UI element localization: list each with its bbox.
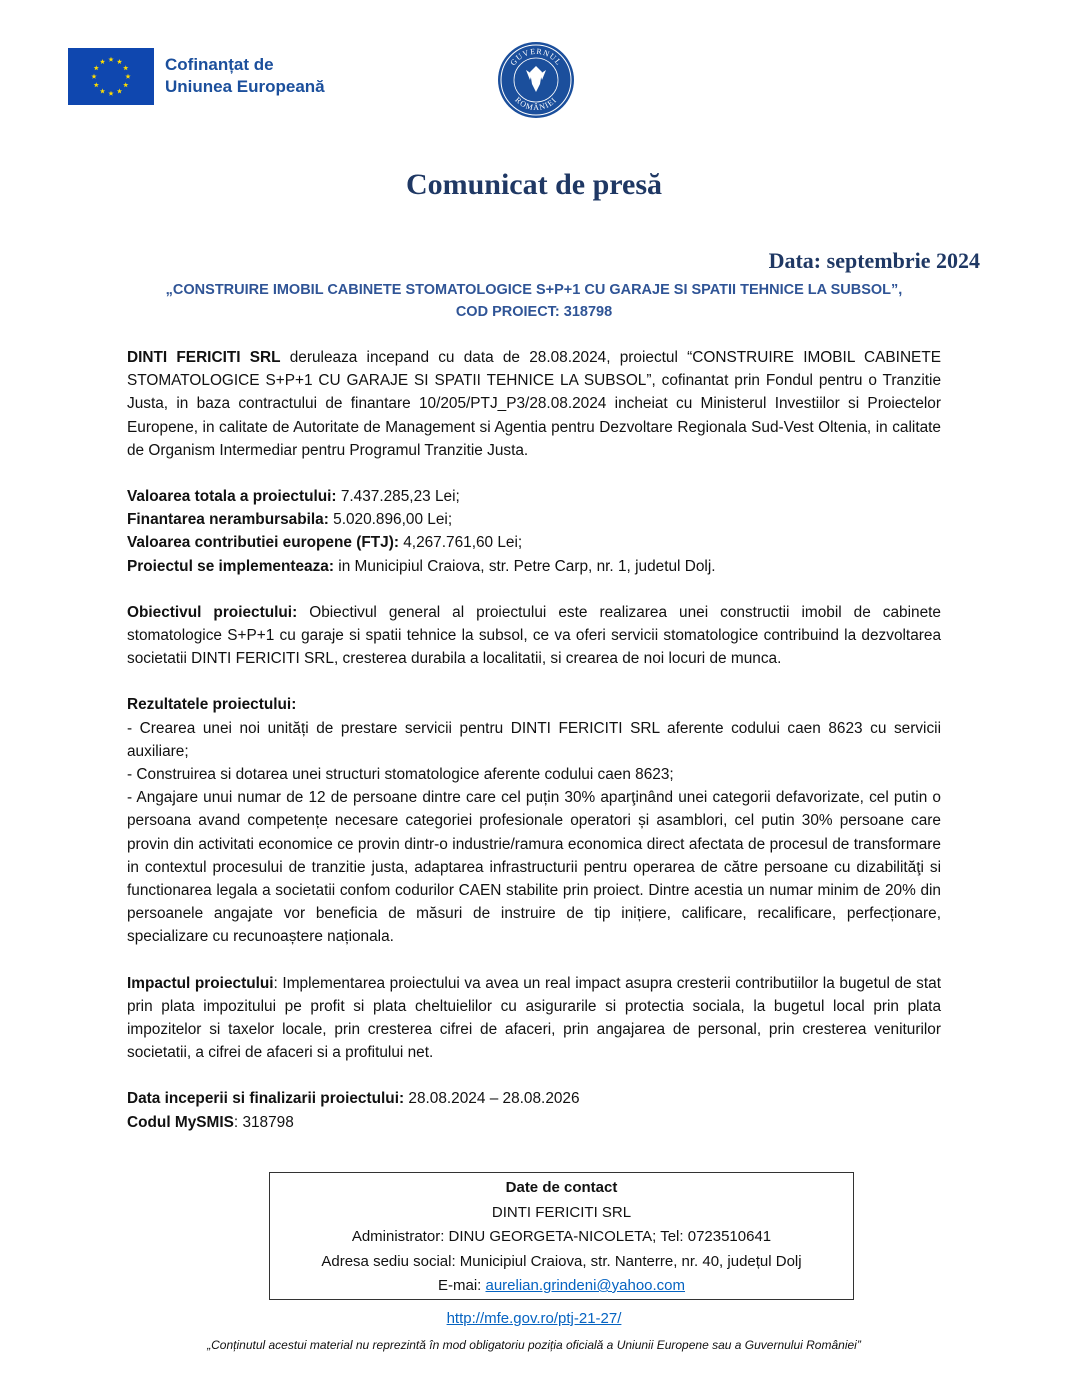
value-total-amount: 7.437.285,23 Lei;: [336, 488, 460, 506]
objective-paragraph: [127, 601, 941, 671]
value-grant-label: Finantarea nerambursabila:: [127, 511, 329, 529]
eu-star-icon: [94, 65, 99, 70]
eu-line1: Cofinanțat de: [165, 55, 274, 74]
project-dates-label: Data inceperii si finalizarii proiectului:: [127, 1090, 405, 1108]
objective-label: Obiectivul proiectului:: [127, 603, 298, 621]
project-heading-line2: COD PROIECT: 318798: [455, 304, 613, 320]
value-total: [127, 485, 941, 508]
eu-star-icon: [108, 57, 113, 62]
results-paragraph: [127, 693, 941, 948]
value-location-label: Proiectul se implementeaza:: [127, 557, 334, 575]
project-heading: [127, 279, 941, 323]
eu-star-icon: [94, 82, 99, 87]
contact-admin: Administrator: DINU GEORGETA-NICOLETA; Tel: 0723510641: [351, 1228, 772, 1245]
contact-email-line: [270, 1274, 853, 1299]
eu-star-icon: [91, 74, 96, 79]
document-body: [127, 346, 941, 1157]
footer-url-text[interactable]: http://mfe.gov.ro/ptj-21-27/: [446, 1310, 622, 1327]
objective-text: Obiectivul general al proiectului este realizarea unei constructii imobil de cabinete stomatologice S+P+1 cu garaje si spatii tehnice la subsol, ce va oferi servicii stomatologice contribuind la dezvoltarea societatii DINTI FERICITI SRL, cresterea durabila a localitatii, si crearea de noi locuri de munca.: [127, 603, 941, 668]
eu-star-icon: [100, 88, 105, 93]
results-label: Rezultatele proiectului:: [127, 696, 297, 714]
intro-text: deruleaza incepand cu data de 28.08.2024, proiectul “CONSTRUIRE IMOBIL CABINETE STOMATOLOGICE S+P+1 CU GARAJE SI SPATII TEHNICE LA SUBSOL”, cofinantat prin Fondul pentru o Tranzitie Justa, in baza contractului de finantare 10/205/PTJ_P3/28.08.2024 incheiat cu Ministerul Investiilor si Proiectelor Europene, in calitate de Autoritate de Management si Agentia pentru Dezvoltare Regionala Sud-Vest Oltenia, in calitate de Organism Intermediar pentru Programul Tranzitie Justa.: [127, 349, 941, 459]
contact-email-label: E-mai:: [437, 1277, 486, 1294]
project-heading-line1: „CONSTRUIRE IMOBIL CABINETE STOMATOLOGICE S+P+1 CU GARAJE SI SPATII TEHNICE LA SUBSOL”,: [165, 282, 903, 298]
mysmis-value: : 318798: [233, 1113, 294, 1131]
value-eu-label: Valoarea contributiei europene (FTJ):: [127, 534, 399, 552]
eu-star-icon: [117, 88, 122, 93]
eu-cofinancing-label: [165, 54, 325, 98]
result-item: - Crearea unei noi unități de prestare servicii pentru DINTI FERICITI SRL aferente codului caen 8623 cu servicii auxiliare;: [127, 719, 941, 760]
contact-address: Adresa sediu social: Municipiul Craiova, str. Nanterre, nr. 40, județul Dolj: [321, 1252, 802, 1270]
result-item: - Angajare unui numar de 12 de persoane dintre care cel puțin 30% aparţinând unei categorii defavorizate, cel putin o persoana avand competențe necesare categoriei profesionale operatori și asamblori, cel putin 30% persoane care provin din activitati economice ce provin dintr-o industrie/ramura economica direct afectata de procesul de transformare in contextul procesului de tranzitie justa, adaptarea infrastructurii pentru operarea de către persoane cu dizabilităţi si functionarea legala a societatii confom codurilor CAEN stabilite prin proiect. Dintre acestia un numar minim de 20% din persoanele angajate vor beneficia de măsuri de instruire de tip inițiere, calificare, recalificare, perfecționare, specializare cu recunoaștere naționala.: [127, 789, 941, 946]
value-location-text: in Municipiul Craiova, str. Petre Carp, nr. 1, judetul Dolj.: [334, 557, 716, 575]
contact-email-link[interactable]: aurelian.grindeni@yahoo.com: [485, 1277, 686, 1294]
company-name: DINTI FERICITI SRL: [127, 349, 281, 366]
value-total-label: Valoarea totala a proiectului:: [127, 488, 337, 506]
contact-heading: Date de contact: [505, 1179, 618, 1196]
impact-text: : Implementarea proiectului va avea un real impact asupra cresterii contributiilor la bugetul de stat prin plata impozitului pe profit si plata cheltuielilor cu asigurarile si protectia sociala, la bugetul local prin plata impozitelor si taxelor locale, prin cresterea cifrei de afaceri, prin angajarea de personal, prin cresterea veniturilor societatii, a cifrei de afaceri si a profitului net.: [127, 974, 941, 1062]
value-eu-amount: 4,267.761,60 Lei;: [398, 534, 523, 552]
dates-block: [127, 1087, 941, 1133]
value-grant: [127, 508, 941, 531]
page-title: Comunicat de presă: [405, 168, 663, 201]
intro-paragraph: [127, 346, 941, 462]
seal-top-text: GUVERNUL: [508, 46, 564, 68]
mysmis-code: [127, 1111, 941, 1134]
value-grant-amount: 5.020.896,00 Lei;: [328, 511, 453, 529]
press-date: Data: septembrie 2024: [768, 248, 980, 273]
eu-star-icon: [123, 82, 128, 87]
eu-star-icon: [100, 59, 105, 64]
eu-star-icon: [123, 65, 128, 70]
eu-star-icon: [108, 91, 113, 96]
values-block: [127, 485, 941, 578]
value-eu: [127, 531, 941, 554]
result-item: - Construirea si dotarea unei structuri stomatologice aferente codului caen 8623;: [127, 766, 674, 784]
mysmis-label: Codul MySMIS: [127, 1113, 234, 1131]
seal-bottom-text: ROMÂNIEI: [513, 95, 559, 113]
eu-star-icon: [117, 59, 122, 64]
eu-flag-icon: [68, 48, 154, 105]
government-seal-icon: [496, 40, 576, 120]
contact-box: [269, 1172, 854, 1300]
value-location: [127, 555, 941, 578]
contact-company: DINTI FERICITI SRL: [491, 1203, 632, 1221]
footer-url-link[interactable]: [0, 1310, 1068, 1327]
impact-label: Impactul proiectului: [127, 974, 274, 992]
impact-paragraph: [127, 972, 941, 1065]
eu-star-icon: [125, 74, 130, 79]
project-dates: [127, 1087, 941, 1110]
eu-line2: Uniunea Europeană: [165, 77, 325, 96]
footer-disclaimer: „Conținutul acestui material nu reprezintă în mod obligatoriu poziția oficială a Uniunii Europene sau a Guvernului României”: [207, 1338, 861, 1352]
project-dates-value: 28.08.2024 – 28.08.2026: [404, 1090, 580, 1108]
